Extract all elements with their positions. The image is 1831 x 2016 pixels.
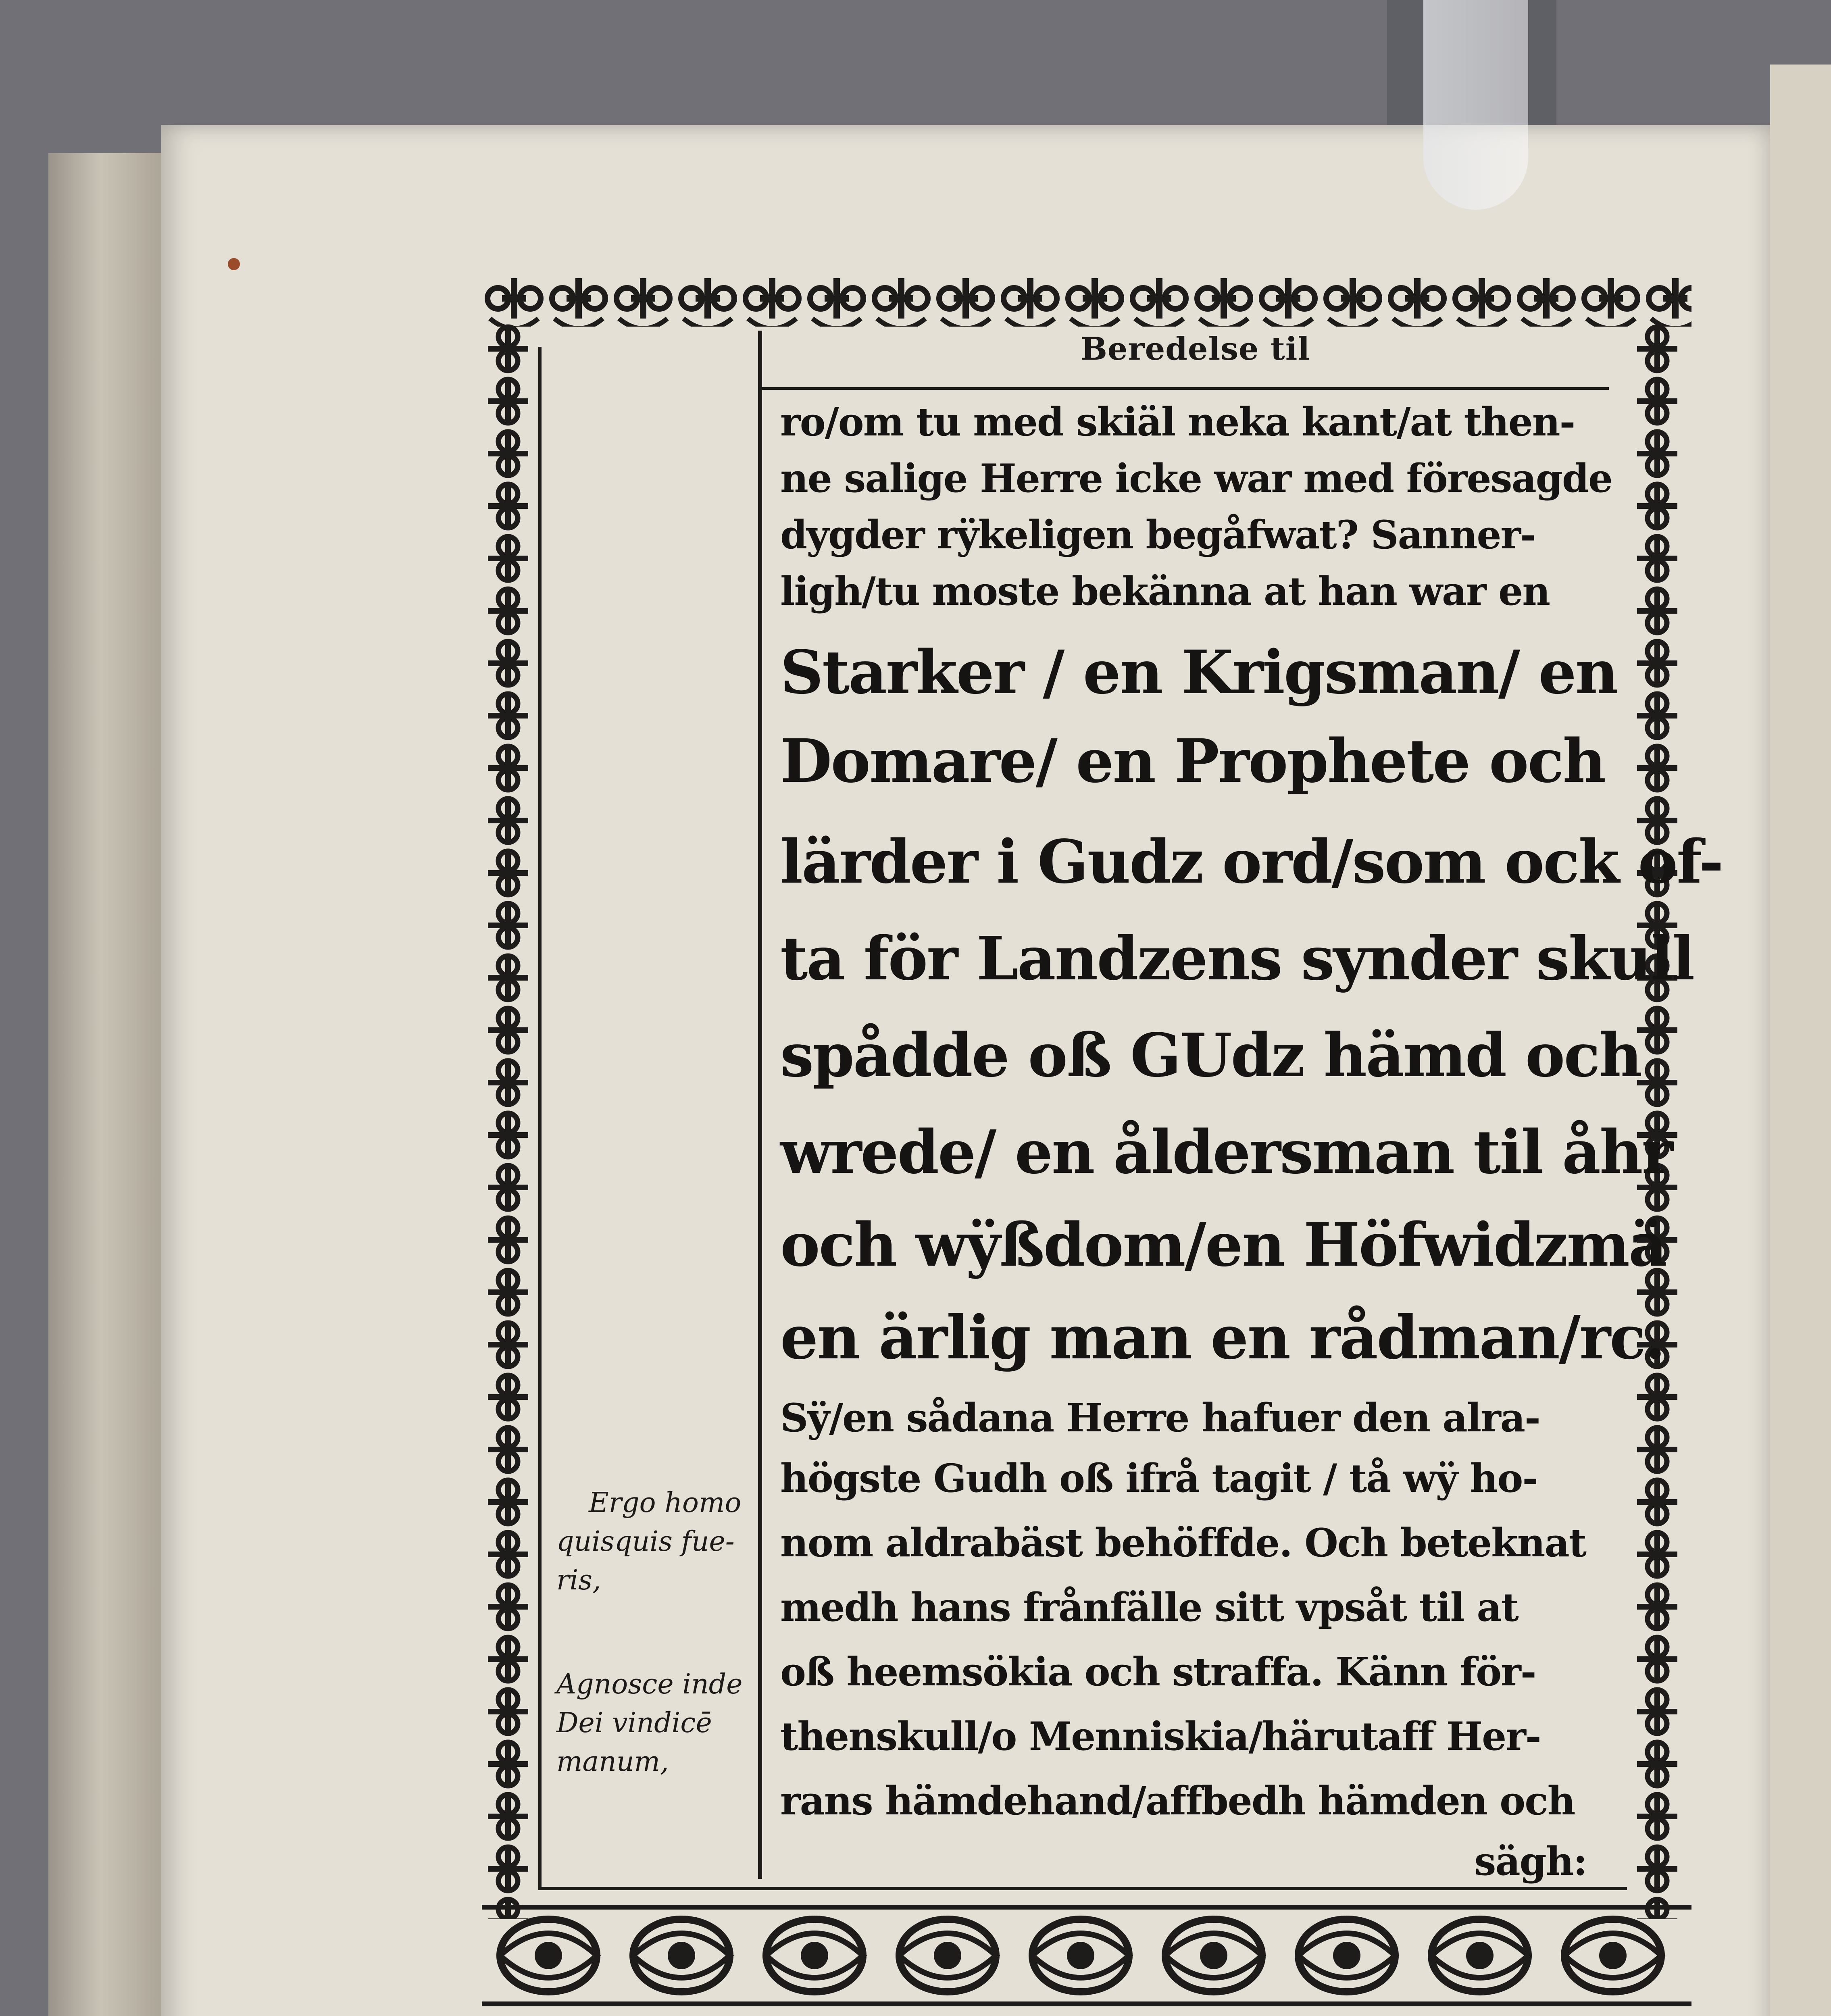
text-line: högste Gudh oß ifrå tagit / tå wÿ ho- (780, 1456, 1538, 1501)
margin-note (556, 1665, 750, 1781)
inner-frame-rule-left (538, 347, 542, 1887)
text-line: sägh: (1474, 1839, 1587, 1884)
text-line: wrede/ en åldersman til åhr (780, 1117, 1672, 1187)
text-line: ta för Landzens synder skull (780, 923, 1694, 993)
margin-note-line: Agnosce inde (556, 1668, 743, 1700)
margin-note-line: ris, (556, 1564, 601, 1596)
header-rule (762, 387, 1609, 390)
text-line: rans hämdehand/affbedh hämden och (780, 1778, 1575, 1824)
page-clip-top (1423, 0, 1528, 210)
text-line: medh hans frånfälle sitt vpsåt til at (780, 1585, 1518, 1630)
ornamental-border-bottom (482, 1895, 1691, 2016)
text-column-rule (758, 331, 762, 1879)
paper-stain (228, 258, 240, 270)
text-line: ro/om tu med skiäl neka kant/at then- (780, 399, 1575, 445)
text-line: oß heemsökia och straffa. Känn för- (780, 1649, 1536, 1695)
page-stack-edge (48, 153, 177, 2016)
running-head: Beredelse til (1081, 331, 1310, 367)
margin-note-line: Dei vindicē (556, 1707, 712, 1739)
margin-note-line: Ergo homo (589, 1487, 742, 1519)
text-line: Sÿ/en sådana Herre hafuer den alra- (780, 1395, 1540, 1441)
text-line: nom aldrabäst behöffde. Och beteknat (780, 1520, 1586, 1566)
ornamental-border-left (482, 323, 534, 1919)
margin-note-line: quisquis fue- (556, 1526, 735, 1558)
text-line: lärder i Gudz ord/som ock of- (780, 827, 1723, 897)
facing-page-edge (1770, 65, 1831, 2016)
text-line: en ärlig man en rådman/rc. (780, 1302, 1664, 1372)
text-line: thenskull/o Menniskia/härutaff Her- (780, 1714, 1541, 1759)
text-line: ne salige Herre icke war med föresagde (780, 456, 1612, 501)
margin-note-line: manum, (556, 1746, 669, 1778)
text-line: ligh/tu moste bekänna at han war en (780, 569, 1550, 614)
margin-note (556, 1484, 750, 1600)
text-line: Starker / en Krigsman/ en (780, 637, 1618, 707)
inner-frame-rule-bottom (538, 1887, 1627, 1890)
text-line: spådde oß GUdz hämd och (780, 1020, 1641, 1090)
text-line: dygder rÿkeligen begåfwat? Sanner- (780, 512, 1535, 558)
text-line: och wÿßdom/en Höfwidzmä (780, 1210, 1666, 1280)
text-line: Domare/ en Prophete och (780, 726, 1605, 796)
